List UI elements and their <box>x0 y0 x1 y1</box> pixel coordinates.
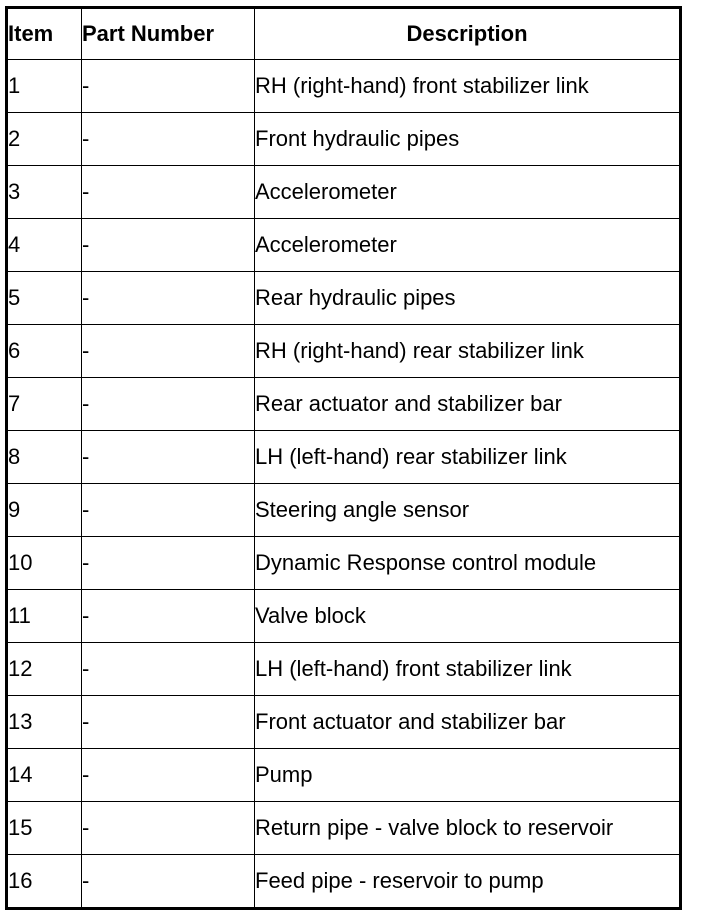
table-row <box>7 431 681 484</box>
table-row <box>7 802 681 855</box>
table-row <box>7 590 681 643</box>
header-part-number: Part Number <box>82 8 255 60</box>
part-number-cell: - <box>82 219 255 272</box>
item-cell: 1 <box>7 60 82 113</box>
part-number-cell: - <box>82 272 255 325</box>
item-cell: 3 <box>7 166 82 219</box>
description-cell: Rear hydraulic pipes <box>255 272 681 325</box>
description-cell: Steering angle sensor <box>255 484 681 537</box>
item-cell: 7 <box>7 378 82 431</box>
part-number-cell: - <box>82 484 255 537</box>
table-row <box>7 537 681 590</box>
description-cell: Dynamic Response control module <box>255 537 681 590</box>
item-cell: 4 <box>7 219 82 272</box>
item-cell: 16 <box>7 855 82 909</box>
item-cell: 6 <box>7 325 82 378</box>
part-number-cell: - <box>82 643 255 696</box>
header-item: Item <box>7 8 82 60</box>
table-row <box>7 749 681 802</box>
item-cell: 11 <box>7 590 82 643</box>
table-row <box>7 325 681 378</box>
table-row <box>7 113 681 166</box>
header-description: Description <box>255 8 681 60</box>
table-row <box>7 484 681 537</box>
table-row <box>7 166 681 219</box>
table-row <box>7 219 681 272</box>
description-cell: Front actuator and stabilizer bar <box>255 696 681 749</box>
description-cell: Rear actuator and stabilizer bar <box>255 378 681 431</box>
part-number-cell: - <box>82 696 255 749</box>
part-number-cell: - <box>82 537 255 590</box>
item-cell: 9 <box>7 484 82 537</box>
description-cell: Accelerometer <box>255 219 681 272</box>
part-number-cell: - <box>82 855 255 909</box>
part-number-cell: - <box>82 378 255 431</box>
item-cell: 13 <box>7 696 82 749</box>
description-cell: Feed pipe - reservoir to pump <box>255 855 681 909</box>
item-cell: 12 <box>7 643 82 696</box>
table-row <box>7 855 681 909</box>
table-row <box>7 378 681 431</box>
part-number-cell: - <box>82 325 255 378</box>
description-cell: LH (left-hand) front stabilizer link <box>255 643 681 696</box>
description-cell: Front hydraulic pipes <box>255 113 681 166</box>
table-row <box>7 643 681 696</box>
description-cell: LH (left-hand) rear stabilizer link <box>255 431 681 484</box>
item-cell: 14 <box>7 749 82 802</box>
item-cell: 10 <box>7 537 82 590</box>
description-cell: Valve block <box>255 590 681 643</box>
part-number-cell: - <box>82 60 255 113</box>
description-cell: Pump <box>255 749 681 802</box>
description-cell: RH (right-hand) front stabilizer link <box>255 60 681 113</box>
table-row <box>7 272 681 325</box>
part-number-cell: - <box>82 166 255 219</box>
description-cell: Return pipe - valve block to reservoir <box>255 802 681 855</box>
part-number-cell: - <box>82 431 255 484</box>
table-row <box>7 60 681 113</box>
table-row <box>7 696 681 749</box>
table-header <box>7 8 681 60</box>
item-cell: 5 <box>7 272 82 325</box>
item-cell: 8 <box>7 431 82 484</box>
description-cell: Accelerometer <box>255 166 681 219</box>
item-cell: 2 <box>7 113 82 166</box>
part-number-cell: - <box>82 590 255 643</box>
table-body <box>7 60 681 909</box>
part-number-cell: - <box>82 113 255 166</box>
header-row <box>7 8 681 60</box>
part-number-cell: - <box>82 749 255 802</box>
item-cell: 15 <box>7 802 82 855</box>
parts-table <box>5 6 682 910</box>
part-number-cell: - <box>82 802 255 855</box>
description-cell: RH (right-hand) rear stabilizer link <box>255 325 681 378</box>
